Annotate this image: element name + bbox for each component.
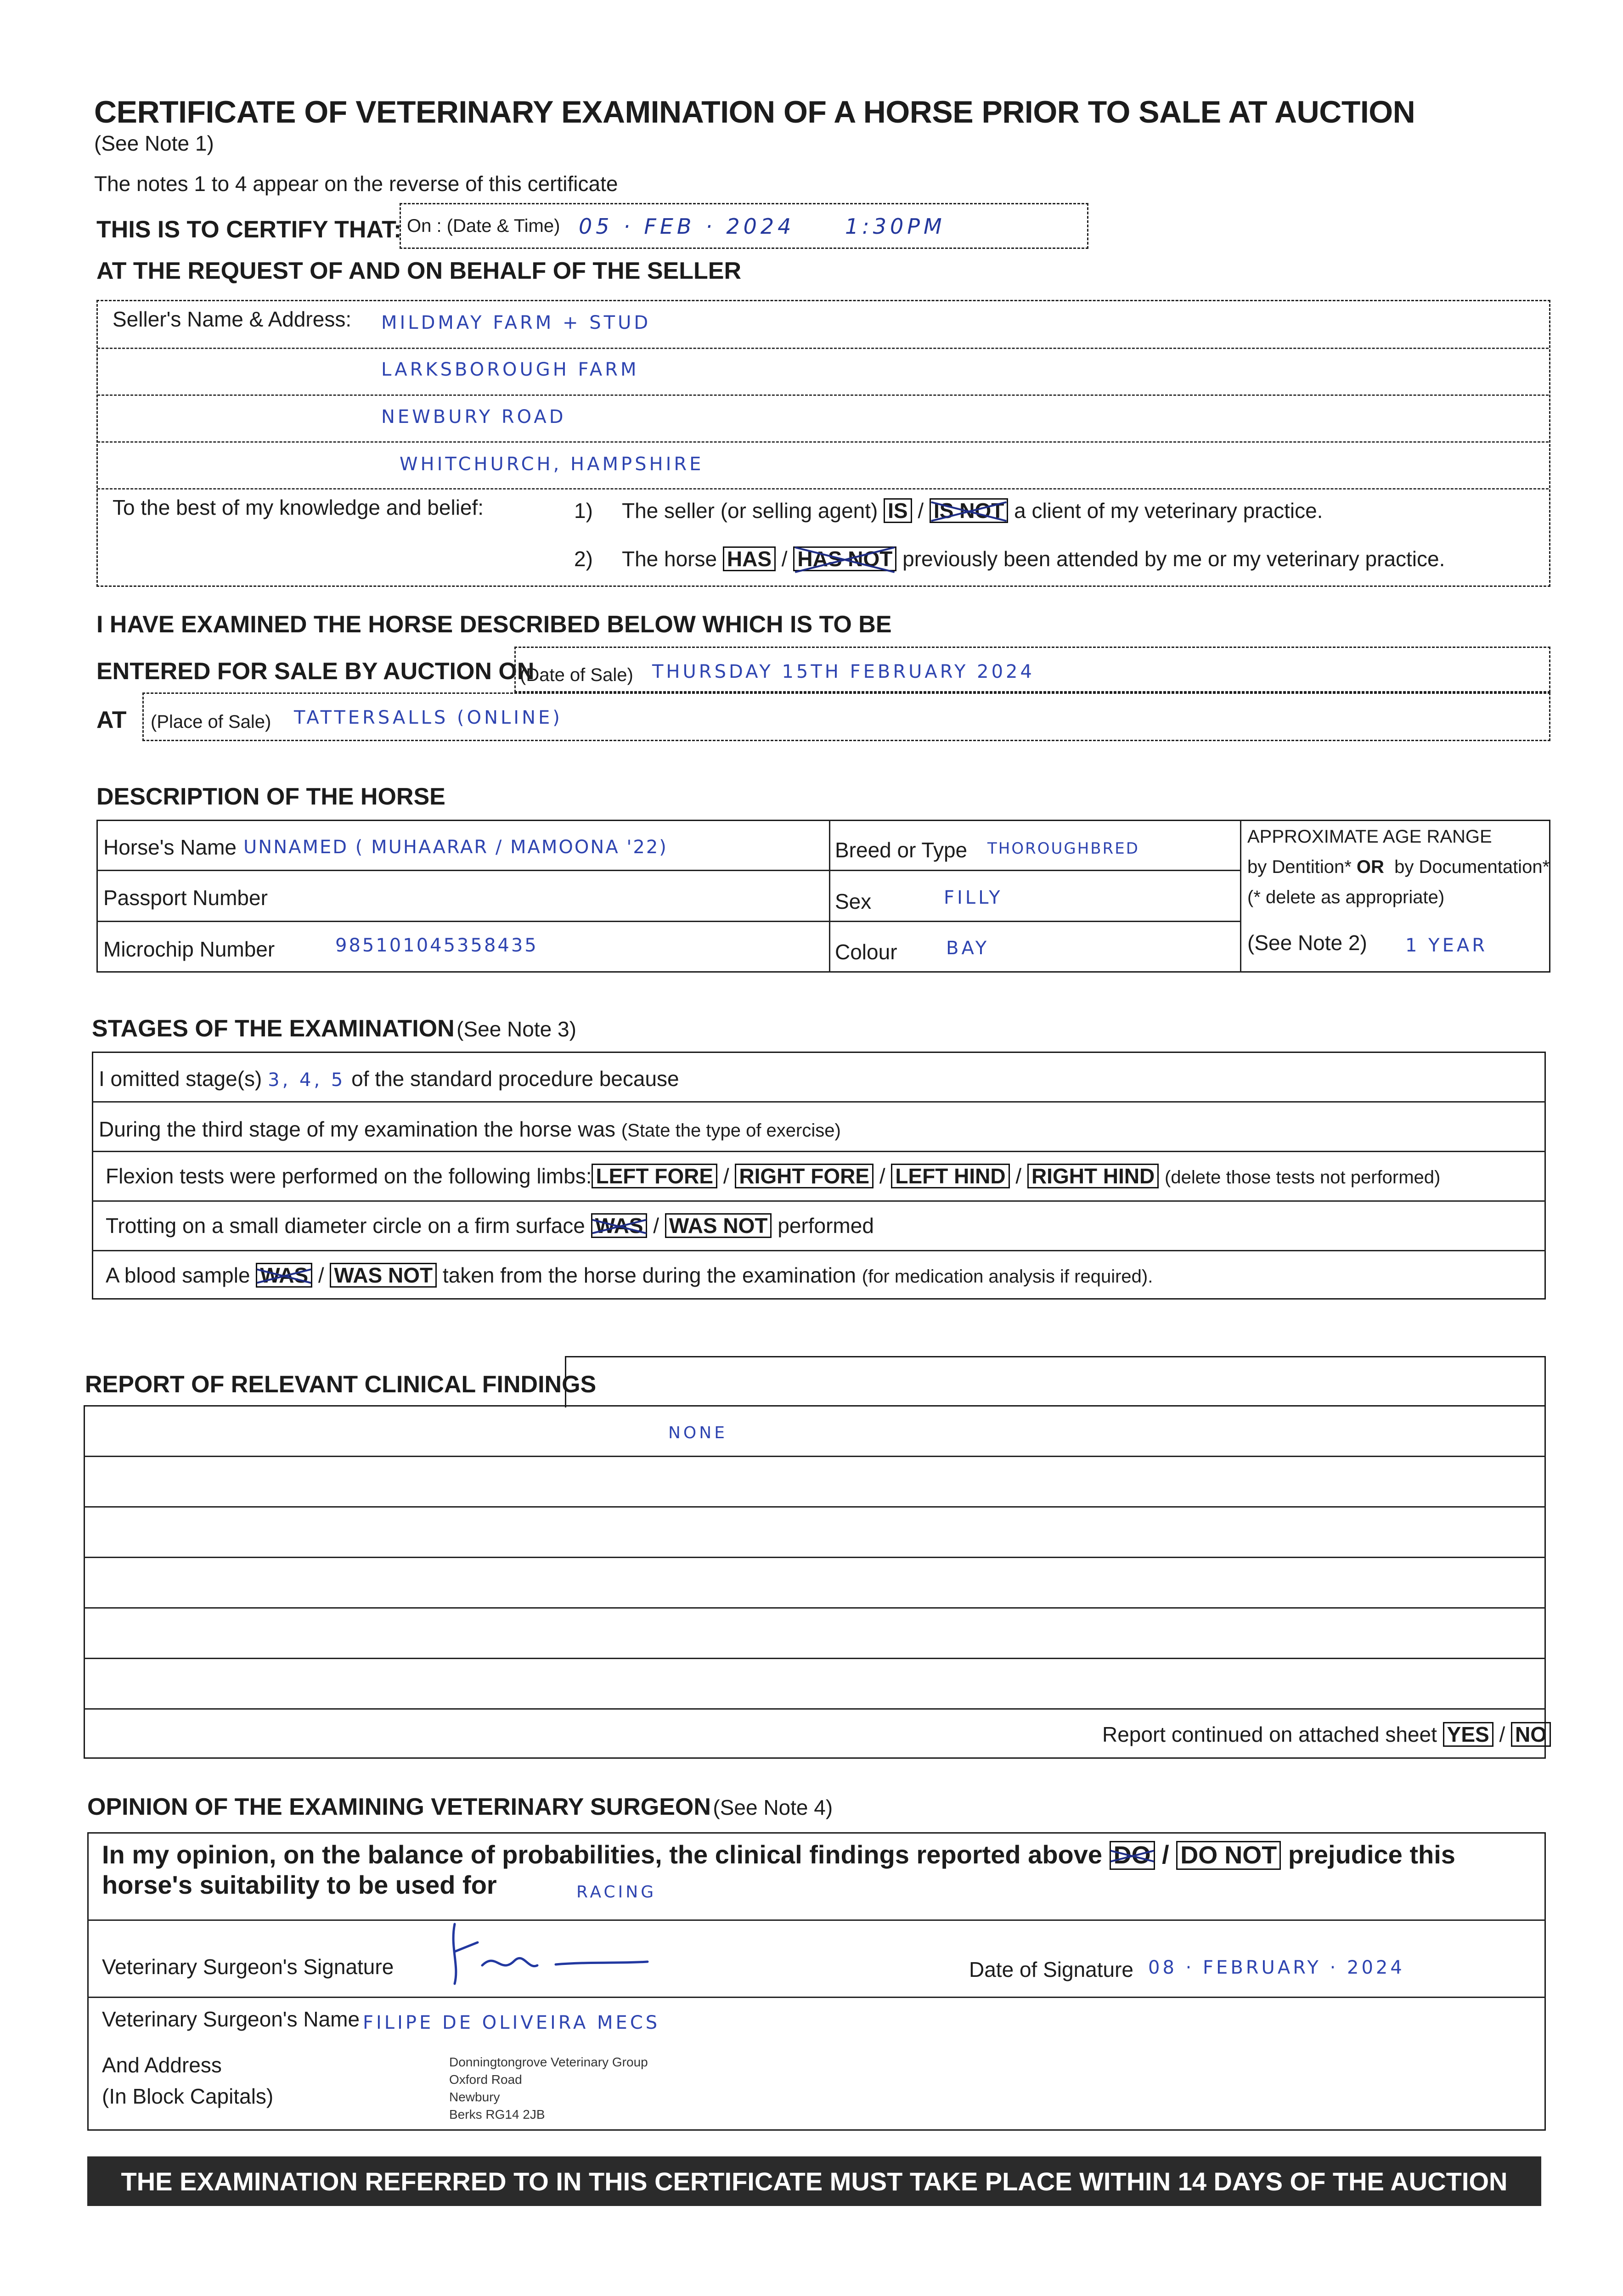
certificate-title: CERTIFICATE OF VETERINARY EXAMINATION OF A HORSE PRIOR TO SALE AT AUCTION [94, 95, 1415, 129]
at-label: AT [96, 707, 127, 733]
see-note-1: (See Note 1) [94, 131, 214, 155]
sex-value: FILLY [944, 887, 1003, 908]
auction-heading: ENTERED FOR SALE BY AUCTION ON [96, 658, 535, 685]
age-delete-note: (* delete as appropriate) [1247, 887, 1445, 907]
option-is-not[interactable]: IS NOT [930, 498, 1008, 523]
limb-left-hind[interactable]: LEFT HIND [891, 1164, 1009, 1188]
footer-banner: THE EXAMINATION REFERRED TO IN THIS CERTIFICATE MUST TAKE PLACE WITHIN 14 DAYS OF THE AUCTION [87, 2156, 1541, 2206]
exam-date-value: 05 · FEB · 2024 [579, 214, 795, 239]
opinion-line-2: horse's suitability to be used for [102, 1870, 497, 1899]
seller-address-line-1[interactable]: MILDMAY FARM + STUD [381, 312, 651, 333]
place-of-sale-value: TATTERSALLS (ONLINE) [294, 707, 563, 728]
colour-label: Colour [835, 940, 897, 964]
blood-was-option[interactable]: WAS [256, 1263, 312, 1288]
exam-time-value: 1:30PM [845, 214, 946, 239]
seller-address-line-2[interactable]: LARKSBOROUGH FARM [381, 359, 639, 380]
stages-heading: STAGES OF THE EXAMINATION (See Note 3) [92, 1015, 576, 1042]
place-of-sale-label: (Place of Sale) [151, 712, 271, 732]
block-capitals-label: (In Block Capitals) [102, 2084, 274, 2108]
examined-heading: I HAVE EXAMINED THE HORSE DESCRIBED BELOW WHICH IS TO BE [96, 611, 892, 638]
option-has[interactable]: HAS [723, 546, 776, 571]
date-of-signature-value[interactable]: 08 · FEBRUARY · 2024 [1148, 1957, 1405, 1978]
option-is[interactable]: IS [884, 498, 912, 523]
age-note: (See Note 2) [1247, 931, 1367, 955]
blood-was-not-option[interactable]: WAS NOT [330, 1263, 437, 1288]
colour-value: BAY [946, 938, 990, 959]
report-header-box [565, 1356, 1546, 1407]
surgeon-name-label: Veterinary Surgeon's Name [102, 2007, 360, 2031]
horse-name-value: UNNAMED ( MUHAARAR / MAMOONA '22) [243, 837, 668, 858]
signature-image [441, 1910, 652, 1991]
signature-label: Veterinary Surgeon's Signature [102, 1955, 394, 1979]
certify-label: THIS IS TO CERTIFY THAT: [96, 216, 402, 243]
intended-use-value[interactable]: RACING [576, 1883, 657, 1902]
seller-client-statement: 1) The seller (or selling agent) IS / IS NOT a client of my veterinary practice. [574, 499, 1323, 523]
report-continued-row: Report continued on attached sheet YES / NO [1102, 1722, 1551, 1747]
trotting-row: Trotting on a small diameter circle on a firm surface WAS / WAS NOT performed [106, 1214, 874, 1238]
opinion-heading: OPINION OF THE EXAMINING VETERINARY SURGEON (See Note 4) [87, 1794, 833, 1820]
blood-sample-row: A blood sample WAS / WAS NOT taken from the horse during the examination (for medication analysis if required). [106, 1263, 1153, 1287]
seller-block [96, 300, 1550, 587]
horse-name-label: Horse's Name [103, 835, 237, 859]
age-method-line: by Dentition* OR by Documentation* [1247, 857, 1550, 877]
trot-was-not-option[interactable]: WAS NOT [665, 1213, 772, 1238]
age-range-title: APPROXIMATE AGE RANGE [1247, 827, 1492, 847]
date-of-sale-value: THURSDAY 15TH FEBRUARY 2024 [652, 661, 1035, 682]
continued-yes-option[interactable]: YES [1443, 1722, 1493, 1747]
report-finding-value: NONE [668, 1424, 727, 1442]
option-has-not[interactable]: HAS NOT [793, 546, 896, 571]
third-stage-row: During the third stage of my examination the horse was (State the type of exercise) [99, 1117, 841, 1141]
breed-label: Breed or Type [835, 838, 968, 862]
date-time-label: On : (Date & Time) [407, 216, 560, 236]
breed-value: THOROUGHBRED [987, 839, 1139, 858]
address-label: And Address [102, 2053, 222, 2077]
limb-right-hind[interactable]: RIGHT HIND [1027, 1164, 1159, 1188]
practice-stamp: Donningtongrove Veterinary Group Oxford Road Newbury Berks RG14 2JB [449, 2055, 648, 2122]
seller-address-line-4[interactable]: WHITCHURCH, HAMPSHIRE [400, 454, 704, 475]
report-heading: REPORT OF RELEVANT CLINICAL FINDINGS [85, 1371, 597, 1398]
seller-address-line-3[interactable]: NEWBURY ROAD [381, 406, 566, 428]
microchip-value: 985101045358435 [335, 935, 538, 956]
continued-no-option[interactable]: NO [1511, 1722, 1551, 1747]
date-of-signature-label: Date of Signature [969, 1958, 1134, 1981]
sex-label: Sex [835, 889, 872, 913]
omitted-stages-value[interactable]: 3, 4, 5 [268, 1069, 346, 1091]
opinion-do-not-option[interactable]: DO NOT [1176, 1841, 1281, 1870]
seller-heading: AT THE REQUEST OF AND ON BEHALF OF THE SELLER [96, 258, 741, 284]
age-value: 1 YEAR [1405, 935, 1488, 956]
surgeon-name-value[interactable]: FILIPE DE OLIVEIRA MECS [363, 2012, 660, 2033]
trot-was-option[interactable]: WAS [591, 1213, 648, 1238]
flexion-tests-row: Flexion tests were performed on the following limbs: LEFT FORE / RIGHT FORE / LEFT HIND / RIGHT HIND (delete those tests not performed) [106, 1164, 1441, 1188]
seller-name-label: Seller's Name & Address: [113, 307, 352, 331]
report-lines-box[interactable] [84, 1405, 1546, 1759]
limb-right-fore[interactable]: RIGHT FORE [735, 1164, 873, 1188]
notes-line: The notes 1 to 4 appear on the reverse of this certificate [94, 172, 618, 196]
horse-description-heading: DESCRIPTION OF THE HORSE [96, 783, 445, 810]
microchip-label: Microchip Number [103, 937, 275, 961]
horse-attended-statement: 2) The horse HAS / HAS NOT previously been attended by me or my veterinary practice. [574, 547, 1445, 571]
knowledge-label: To the best of my knowledge and belief: [113, 495, 484, 519]
omitted-stages-row: I omitted stage(s) 3, 4, 5 of the standard procedure because [99, 1067, 679, 1091]
opinion-line-1: In my opinion, on the balance of probabilities, the clinical findings reported above DO / DO NOT prejudice this [102, 1840, 1455, 1869]
opinion-do-option[interactable]: DO [1110, 1841, 1155, 1870]
date-of-sale-label: (Date of Sale) [520, 665, 633, 685]
passport-label: Passport Number [103, 886, 268, 910]
limb-left-fore[interactable]: LEFT FORE [592, 1164, 717, 1188]
